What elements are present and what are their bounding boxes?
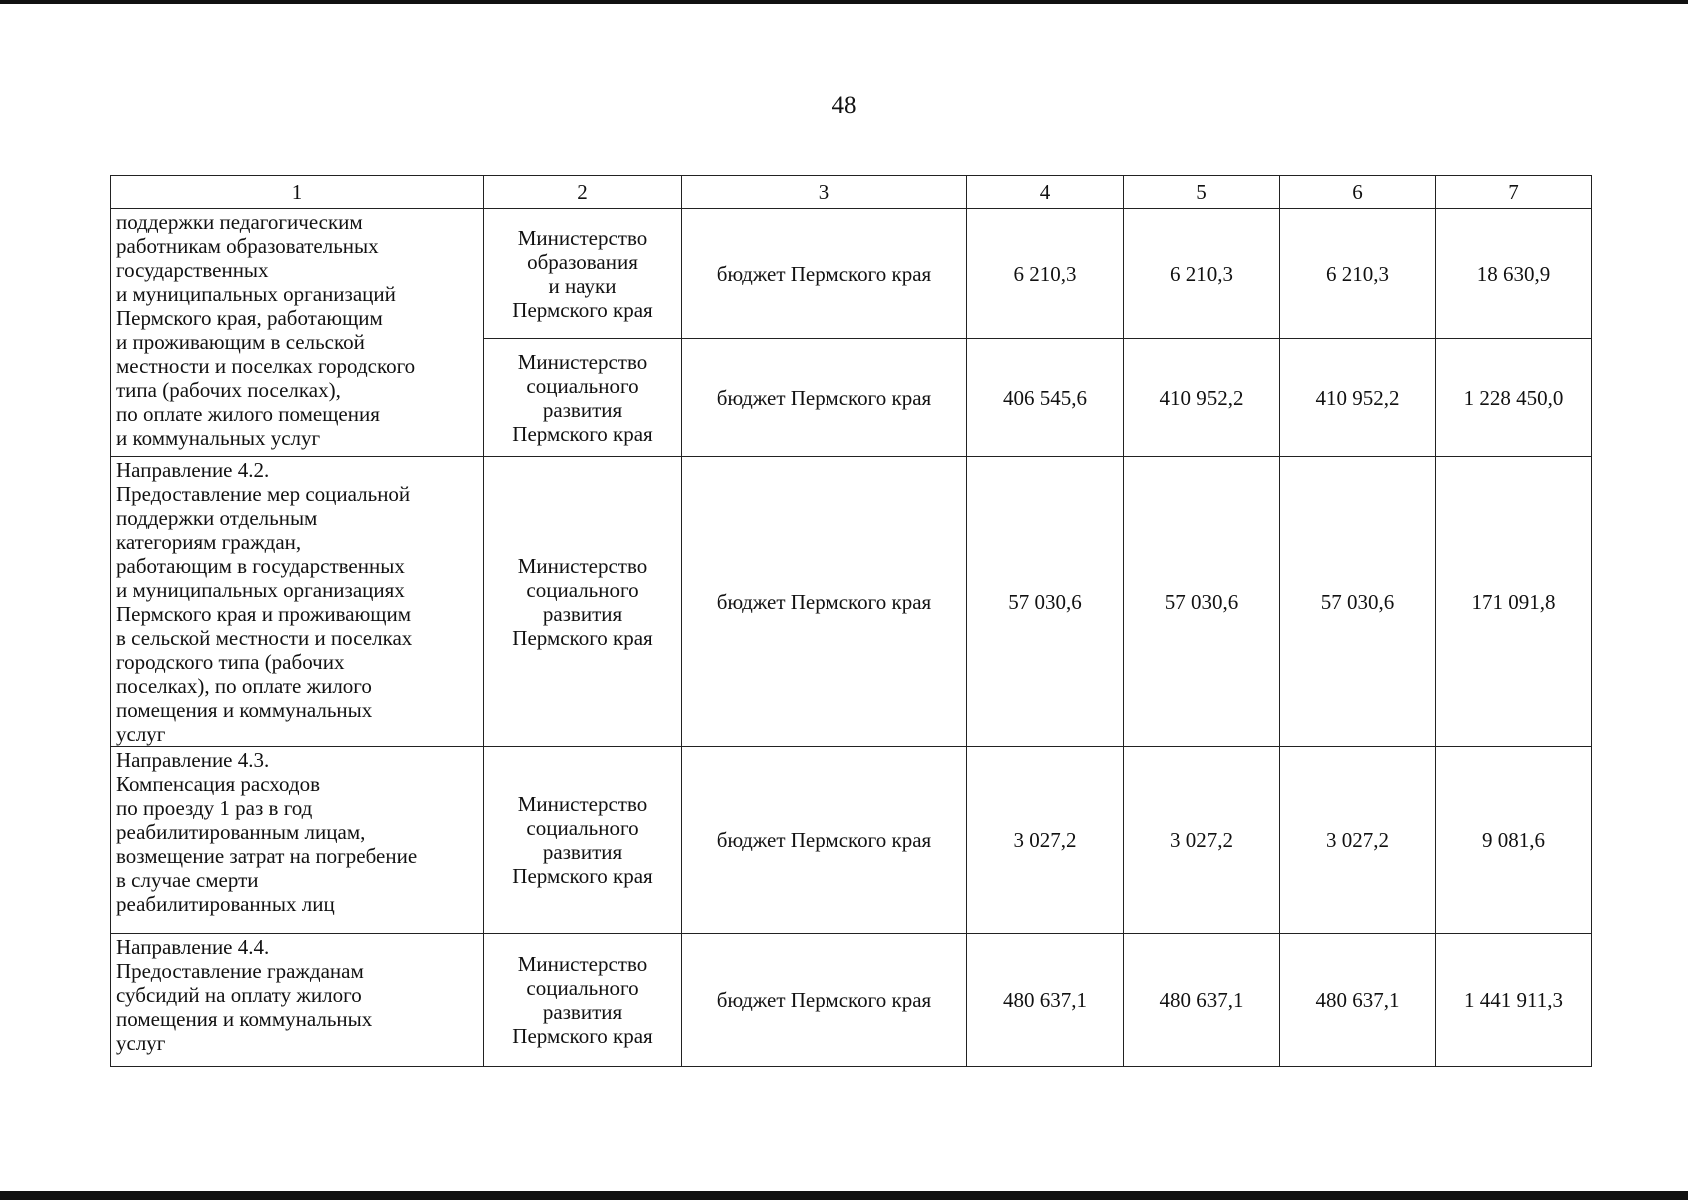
header-cell: 6	[1280, 176, 1436, 209]
ministry-cell	[484, 339, 682, 457]
page-bottom-edge	[0, 1191, 1688, 1200]
table-row	[111, 747, 1592, 934]
ministry-cell	[484, 209, 682, 339]
ministry-cell	[484, 747, 682, 934]
source-cell: бюджет Пермского края	[682, 934, 967, 1067]
header-cell: 1	[111, 176, 484, 209]
value-cell: 406 545,6	[967, 339, 1124, 457]
value-cell: 480 637,1	[1280, 934, 1436, 1067]
source-cell: бюджет Пермского края	[682, 747, 967, 934]
value-cell: 3 027,2	[967, 747, 1124, 934]
value-cell: 3 027,2	[1280, 747, 1436, 934]
budget-table	[110, 175, 1592, 1067]
total-cell: 9 081,6	[1436, 747, 1592, 934]
page-top-edge	[0, 0, 1688, 4]
description-text: Направление 4.4. Предоставление гражданам субсидий на оплату жилого помещения и коммунальных услуг	[116, 935, 373, 1055]
description-cell	[111, 457, 484, 747]
header-cell: 5	[1124, 176, 1280, 209]
page-number: 48	[831, 92, 857, 119]
value-cell: 6 210,3	[1124, 209, 1280, 339]
total-cell: 1 441 911,3	[1436, 934, 1592, 1067]
value-cell: 480 637,1	[1124, 934, 1280, 1067]
description-text: Направление 4.2. Предоставление мер социальной поддержки отдельным категориям граждан, работающим в государственных и муниципальных организациях Пермского края и проживающим в сельской местности и поселках городского типа (рабочих поселках), по оплате жилого помещения и коммунальных услуг	[116, 458, 413, 746]
value-cell: 57 030,6	[1124, 457, 1280, 747]
table-row	[111, 457, 1592, 747]
total-cell: 18 630,9	[1436, 209, 1592, 339]
table-row	[111, 934, 1592, 1067]
description-text: поддержки педагогическим работникам образовательных государственных и муниципальных организаций Пермского края, работающим и проживающим в сельской местности и поселках городского типа (рабочих поселках), по оплате жилого помещения и коммунальных услуг	[116, 210, 416, 450]
value-cell: 3 027,2	[1124, 747, 1280, 934]
header-cell: 4	[967, 176, 1124, 209]
description-cell	[111, 747, 484, 934]
total-cell: 171 091,8	[1436, 457, 1592, 747]
ministry-cell	[484, 457, 682, 747]
description-text: Направление 4.3. Компенсация расходов по проезду 1 раз в год реабилитированным лицам, возмещение затрат на погребение в случае смерти реабилитированных лиц	[116, 748, 418, 916]
ministry-text: Министерство социального развития Пермского края	[512, 553, 653, 650]
ministry-text: Министерство социального развития Пермского края	[512, 349, 653, 446]
source-cell: бюджет Пермского края	[682, 457, 967, 747]
value-cell: 57 030,6	[967, 457, 1124, 747]
total-cell: 1 228 450,0	[1436, 339, 1592, 457]
header-cell: 7	[1436, 176, 1592, 209]
value-cell: 410 952,2	[1280, 339, 1436, 457]
ministry-text: Министерство социального развития Пермского края	[512, 792, 653, 888]
value-cell: 6 210,3	[1280, 209, 1436, 339]
description-cell	[111, 934, 484, 1067]
ministry-cell	[484, 934, 682, 1067]
value-cell: 57 030,6	[1280, 457, 1436, 747]
source-cell: бюджет Пермского края	[682, 339, 967, 457]
table-header-row	[111, 176, 1592, 209]
header-cell: 3	[682, 176, 967, 209]
table-row	[111, 209, 1592, 339]
value-cell: 480 637,1	[967, 934, 1124, 1067]
ministry-text: Министерство социального развития Пермского края	[512, 952, 653, 1048]
ministry-text: Министерство образования и науки Пермского края	[512, 225, 653, 322]
header-cell: 2	[484, 176, 682, 209]
value-cell: 410 952,2	[1124, 339, 1280, 457]
value-cell: 6 210,3	[967, 209, 1124, 339]
description-cell	[111, 209, 484, 457]
source-cell: бюджет Пермского края	[682, 209, 967, 339]
